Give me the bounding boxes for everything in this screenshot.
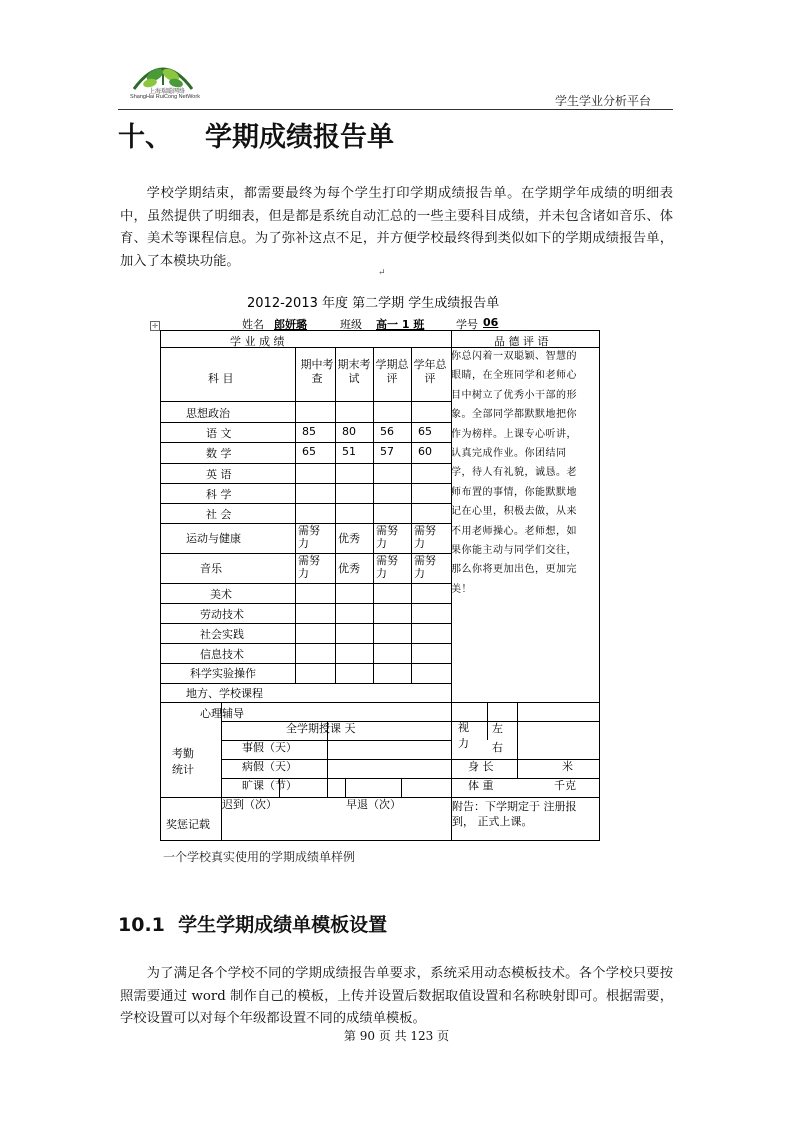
score-cell: 60: [418, 445, 432, 458]
score-cell: 需努力: [376, 554, 398, 580]
header-divider: [118, 109, 673, 110]
score-cell: 需努力: [414, 554, 436, 580]
subject-label: 地方、学校课程: [186, 687, 263, 700]
grid-line: [345, 778, 346, 797]
subject-label: 美术: [210, 588, 232, 601]
student-id-label: 学号: [456, 318, 478, 331]
col-header-final: 期末考试: [337, 358, 371, 385]
subject-label: 科学实验操作: [190, 667, 256, 680]
grid-line: [161, 702, 599, 703]
subject-label: 英 语: [206, 468, 232, 481]
score-cell: 需努力: [298, 524, 320, 550]
attendance-item: 旷课（节）: [242, 779, 297, 792]
attendance-label: 考勤统计: [172, 747, 194, 776]
subject-label: 语 文: [206, 427, 232, 440]
grid-line: [161, 442, 451, 443]
grid-line: [221, 702, 222, 840]
col-header-year-total: 学年总评: [413, 358, 447, 385]
semester-note: 附告：下学期定于 注册报到， 正式上课。: [452, 800, 577, 828]
paragraph-mark-icon: ↵: [378, 268, 386, 278]
grid-line: [161, 623, 451, 624]
attendance-item: 事假（天）: [242, 741, 297, 754]
grid-line: [161, 683, 451, 684]
chapter-number: 十、: [118, 122, 172, 153]
vision-label: 视力: [458, 721, 469, 750]
grid-line: [517, 740, 518, 778]
grid-line: [161, 643, 451, 644]
score-cell: 80: [342, 425, 356, 438]
subject-label: 社会实践: [200, 628, 244, 641]
score-cell: 85: [302, 425, 316, 438]
score-cell: 优秀: [338, 562, 360, 575]
weight-label: 体 重: [468, 779, 494, 792]
section-heading: [118, 910, 387, 937]
intro-paragraph: 学校学期结束，都需要最终为每个学生打印学期成绩报告单。在学期学年成绩的明细表中，虽然提供了明细表，但是都是系统自动汇总的一些主要科目成绩，并未包含诸如音乐、体育、美术等课程信息。为了弥补这点不足，并方便学校最终得到类似如下的学期成绩报告单，加入了本模块功能。: [120, 186, 673, 269]
subject-label: 运动与健康: [186, 532, 241, 545]
chapter-title: 学期成绩报告单: [205, 122, 394, 153]
score-cell: 需努力: [414, 524, 436, 550]
grades-section-header: 学 业 成 绩: [230, 335, 285, 348]
vision-left-label: 左: [492, 722, 503, 735]
awards-label: 奖惩记载: [166, 818, 210, 831]
col-header-midterm: 期中考查: [300, 358, 334, 385]
table-move-handle-icon: ✛: [150, 321, 160, 331]
score-cell: 优秀: [338, 532, 360, 545]
subject-label: 思想政治: [186, 407, 230, 420]
grid-line: [161, 483, 451, 484]
early-leave-label: 早退（次）: [346, 798, 401, 811]
class-label: 班级: [340, 318, 362, 331]
attendance-item: 病假（天）: [242, 760, 297, 773]
subject-label: 劳动技术: [200, 608, 244, 621]
grid-line: [161, 583, 451, 584]
grid-line: [161, 503, 451, 504]
subject-label: 数 学: [206, 447, 232, 460]
subject-label: 科 学: [206, 488, 232, 501]
score-cell: 57: [380, 445, 394, 458]
page-footer: 第 90 页 共 123 页: [343, 1029, 450, 1043]
score-cell: 51: [342, 445, 356, 458]
name-label: 姓名: [242, 318, 264, 331]
subject-label: 社 会: [206, 508, 232, 521]
score-cell: 56: [380, 425, 394, 438]
score-cell: 需努力: [298, 554, 320, 580]
subject-label: 信息技术: [200, 648, 244, 661]
vision-right-label: 右: [492, 741, 503, 754]
name-value: 郎妍璐: [274, 318, 307, 331]
class-value: 高一 1 班: [376, 318, 425, 331]
grid-line: [161, 603, 451, 604]
logo-chinese-name: 上海瑞聪网络: [148, 88, 185, 95]
grid-line: [161, 663, 451, 664]
attendance-total: 全学期授课 天: [286, 722, 356, 735]
score-cell: 65: [418, 425, 432, 438]
logo-english-name: ShangHai RuiCong NetWork: [130, 94, 200, 100]
grid-line: [335, 347, 336, 683]
grid-line: [295, 347, 296, 683]
col-header-term-total: 学期总评: [375, 358, 409, 385]
subject-label: 心理辅导: [200, 707, 244, 720]
weight-unit: 千克: [554, 779, 576, 792]
height-label: 身 长: [468, 760, 494, 773]
height-unit: 米: [562, 760, 573, 773]
subject-label: 音乐: [200, 562, 222, 575]
grid-line: [161, 463, 451, 464]
grid-line: [161, 422, 451, 423]
grid-line: [221, 721, 599, 722]
grid-line: [517, 702, 518, 740]
figure-caption: 一个学校真实使用的学期成绩单样例: [163, 850, 356, 864]
grid-line: [411, 347, 412, 683]
comment-section-header: 品 德 评 语: [494, 335, 549, 348]
header-platform-name: 学生学业分析平台: [555, 94, 652, 108]
report-card-title: 2012-2013 年度 第二学期 学生成绩报告单: [247, 296, 500, 311]
report-card-image: [150, 288, 602, 843]
score-cell: 65: [302, 445, 316, 458]
section-number: 10.1: [118, 914, 165, 936]
grid-line: [401, 778, 402, 797]
grid-line: [161, 401, 451, 402]
section-title: 学生学期成绩单模板设置: [178, 914, 388, 936]
grid-line: [487, 702, 488, 740]
teacher-comment: 你总闪着一双聪颖、智慧的眼睛，在全班同学和老师心目中树立了优秀小干部的形象。全部同学都默默地把你作为榜样。上课专心听讲，认真完成作业。你团结同学，待人有礼貌，诚恳。老师布置的事情，你能默默地记在心里，积极去做，从来不用老师操心。老师想，如果你能主动与同学们交往，那么你将更加出色，更加完美！: [451, 351, 577, 595]
subject-column-header: 科 目: [208, 372, 234, 385]
student-id-value: 06: [483, 316, 499, 329]
late-label: 迟到（次）: [222, 798, 277, 811]
score-cell: 需努力: [376, 524, 398, 550]
grid-line: [373, 347, 374, 683]
grid-line: [161, 347, 451, 348]
section-paragraph: 为了满足各个学校不同的学期成绩报告单要求，系统采用动态模板技术。各个学校只要按照需要通过 word 制作自己的模板，上传并设置后数据取值设置和名称映射即可。根据需要，学校设置可以对每个年级都设置不同的成绩单模板。: [120, 966, 673, 1026]
